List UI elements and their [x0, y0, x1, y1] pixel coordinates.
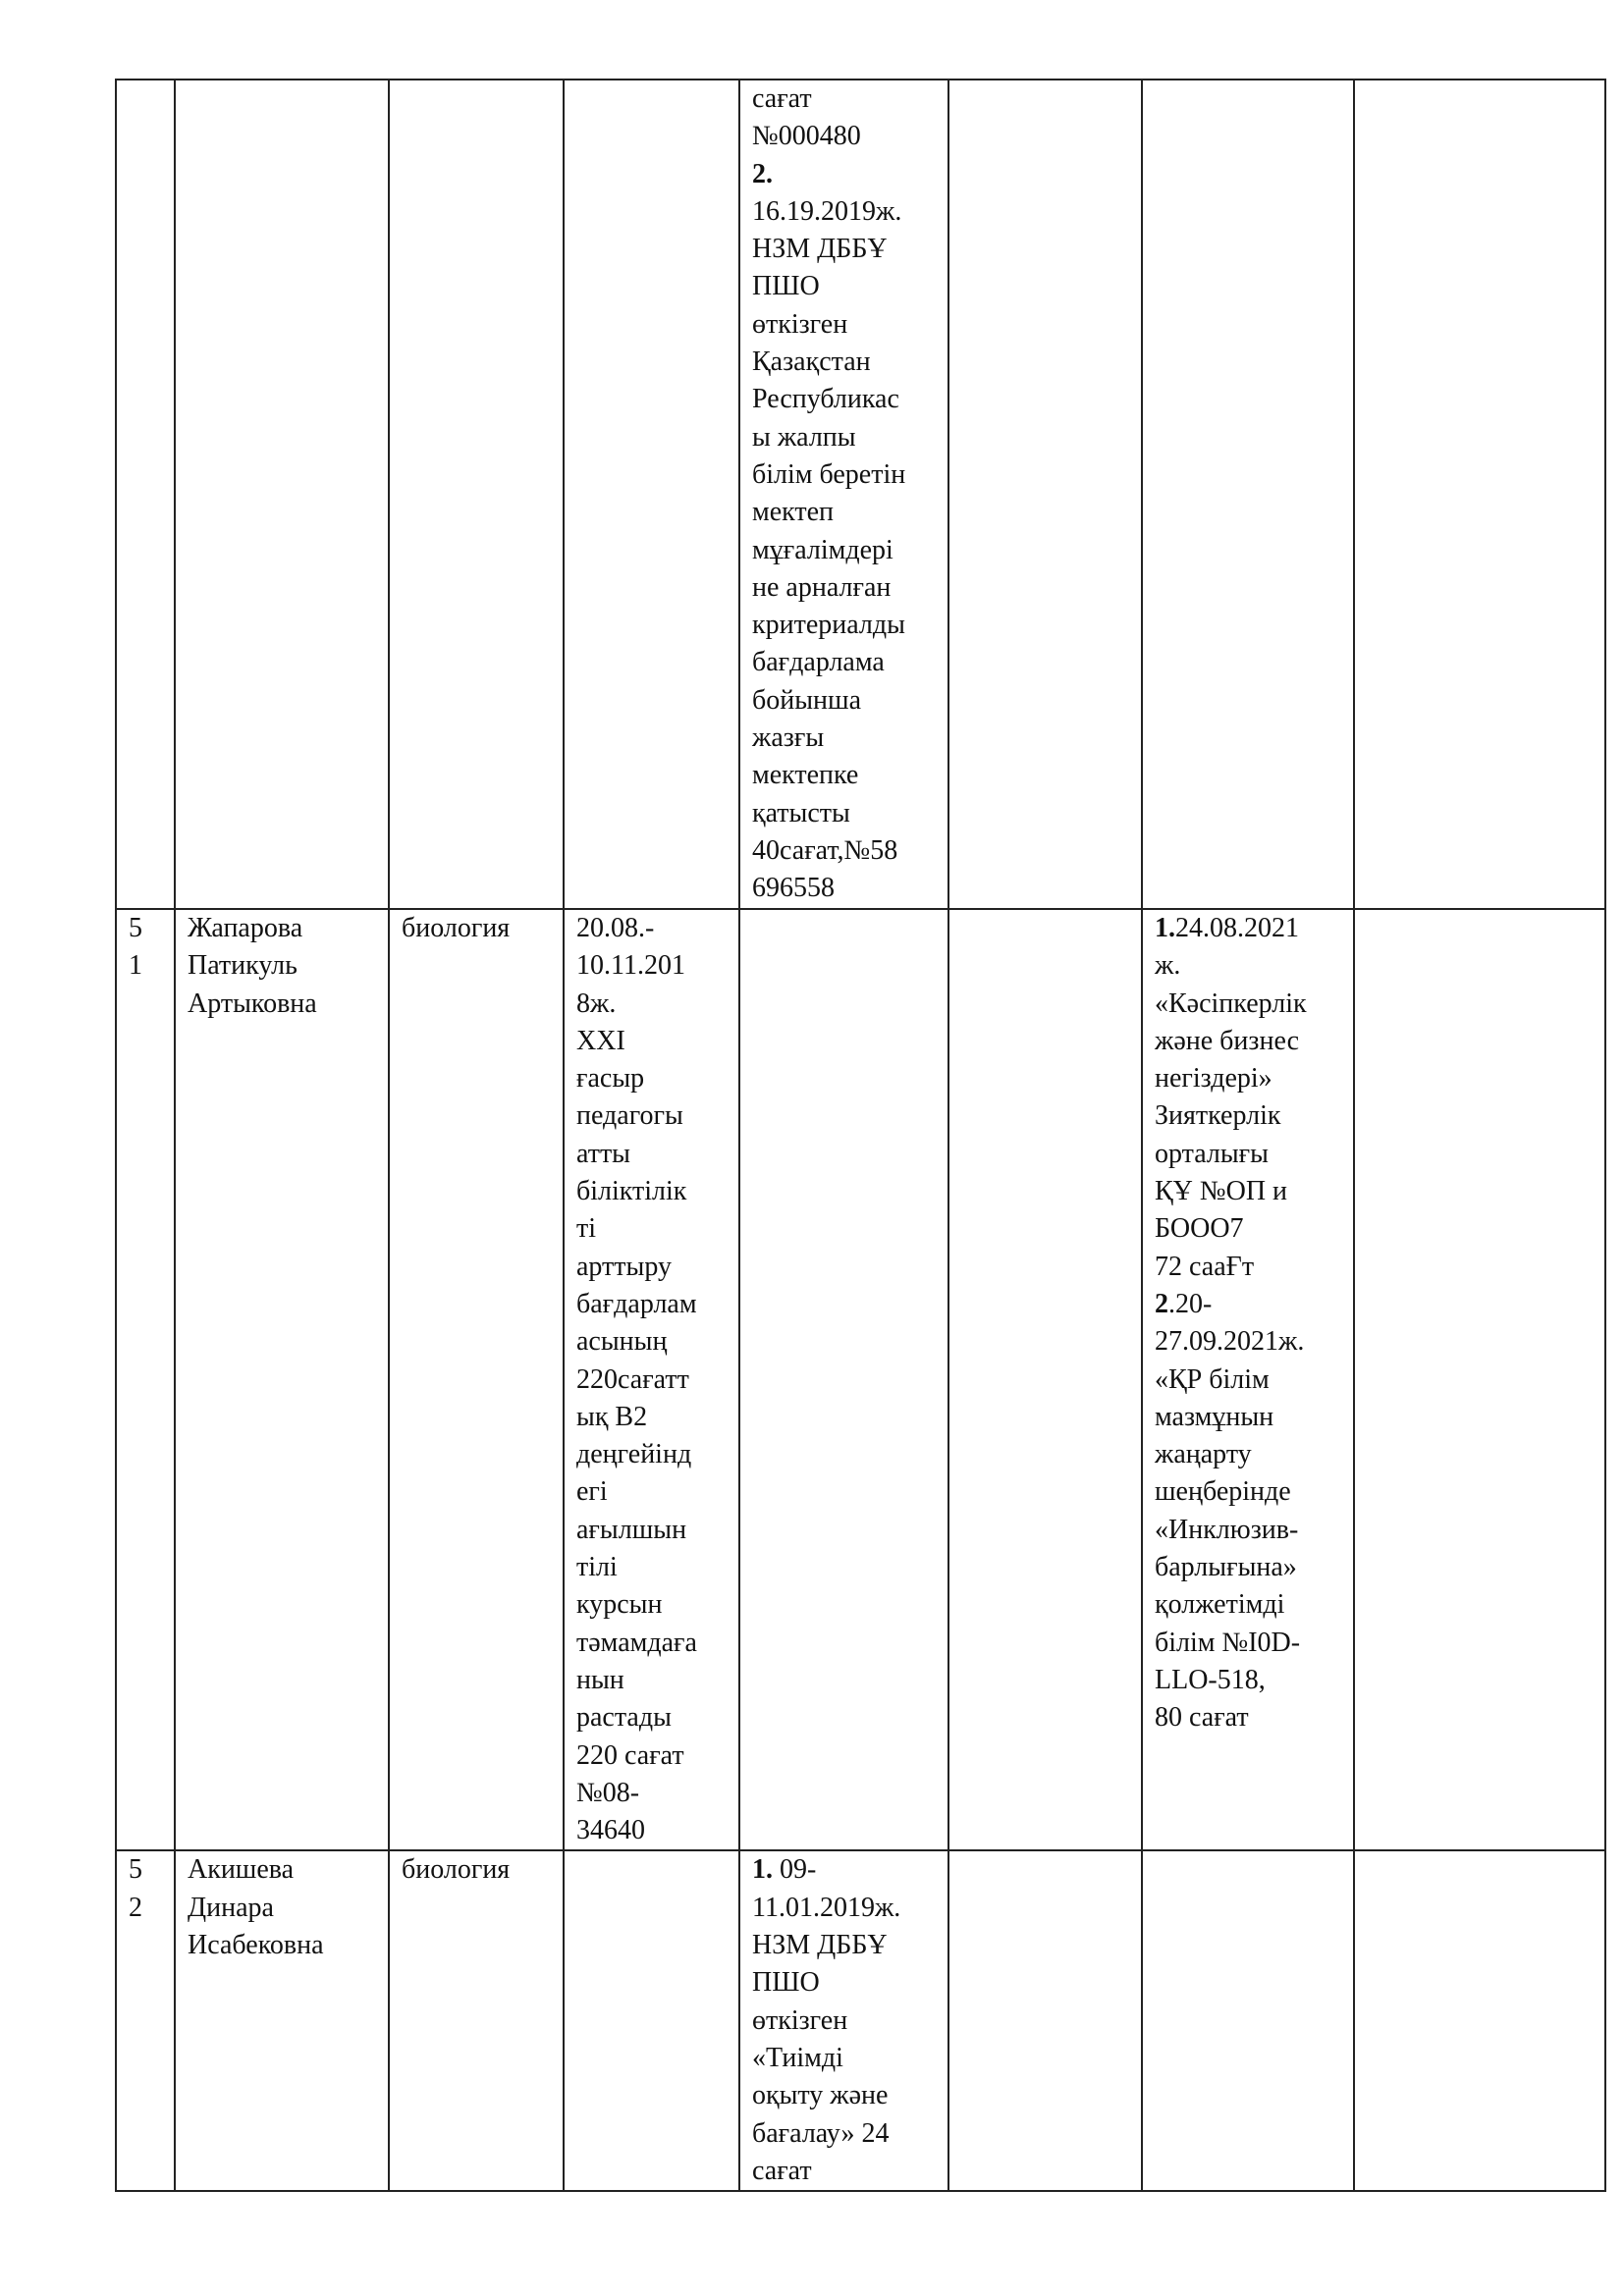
cell-text-line [1155, 1362, 1345, 1399]
cell-text-line [752, 419, 940, 456]
item-text: Зияткерлік [1155, 1100, 1281, 1132]
item-text: барлығына» [1155, 1552, 1297, 1583]
cell-text-line [752, 607, 940, 644]
cell-text-line [752, 1964, 940, 2002]
item-text: Республикас [752, 384, 899, 415]
cell-text-line: 10.11.201 [576, 950, 685, 982]
item-text: «Инклюзив- [1155, 1514, 1299, 1545]
cell-text-line: 220сағатт [576, 1363, 689, 1395]
course-cell-4 [1142, 80, 1354, 909]
table-row [116, 1850, 1605, 2191]
item-number: 2. [752, 158, 773, 189]
cell-text-line: Жапарова [188, 913, 303, 943]
item-text: ПШО [752, 271, 820, 302]
cell-text-line [1155, 1625, 1345, 1662]
cell-text-line: №08- [576, 1777, 640, 1808]
cell-text-line [1155, 1136, 1345, 1173]
staff-qualification-table [115, 79, 1606, 2192]
item-text: қолжетімді [1155, 1589, 1285, 1621]
cell-text-line [752, 532, 940, 569]
cell-text-line [752, 193, 940, 231]
item-text: жазғы [752, 722, 825, 754]
cell-text-line [1155, 1023, 1345, 1060]
cell-text-line: нын [576, 1664, 624, 1695]
cell-text-line: атты [576, 1138, 630, 1169]
cell-text-line: педагогы [576, 1100, 683, 1132]
cell-text-line: бағдарлам [576, 1288, 697, 1319]
cell-text-line: 5 [129, 913, 142, 943]
cell-text-line: тілі [576, 1552, 618, 1583]
cell-text-line: Исабековна [188, 1930, 324, 1961]
item-text: 72 сааҒт [1155, 1251, 1255, 1282]
item-text: 09- [773, 1854, 817, 1886]
item-text: сағат [752, 2155, 812, 2186]
cell-text-line [1155, 1060, 1345, 1097]
item-text: жаңарту [1155, 1439, 1252, 1470]
row-number-cell [116, 909, 175, 1850]
course-cell-1 [564, 1850, 739, 2191]
course-cell-1 [564, 909, 739, 1850]
item-text: бойынша [752, 684, 862, 716]
item-text: 40сағат,№58 [752, 834, 898, 866]
cell-text-line [752, 1890, 940, 1927]
item-number: 2 [1155, 1288, 1168, 1319]
item-text: білім беретін [752, 458, 906, 490]
cell-text-line: біліктілік [576, 1176, 687, 1207]
cell-text-line [752, 1851, 940, 1889]
item-text: білім №I0D- [1155, 1627, 1301, 1658]
cell-text-line [752, 344, 940, 381]
table-body [116, 80, 1605, 2191]
cell-text-line [752, 1927, 940, 1964]
cell-text-line [752, 306, 940, 344]
item-text: мектепке [752, 760, 859, 791]
cell-text-line: биология [402, 1854, 511, 1886]
cell-text-line: Артыковна [188, 988, 317, 1019]
cell-text-line [752, 2153, 940, 2190]
item-text: ы жалпы [752, 421, 856, 453]
item-text: ПШО [752, 1967, 820, 1999]
cell-text-line: биология [402, 913, 511, 943]
cell-text-line [752, 456, 940, 494]
cell-text-line [1155, 1097, 1345, 1135]
item-text: мұғалімдері [752, 534, 893, 565]
cell-text-line: тәмамдаға [576, 1627, 697, 1658]
cell-text-line [752, 2002, 940, 2040]
item-text: 80 сағат [1155, 1702, 1249, 1734]
cell-text-line [1155, 1662, 1345, 1699]
cell-text-line: Акишева [188, 1854, 295, 1886]
item-text: ҚҰ №ОП и [1155, 1176, 1288, 1207]
cell-text-line [1155, 1512, 1345, 1549]
item-text: ж. [1155, 950, 1181, 982]
cell-text-line [1155, 947, 1345, 985]
cell-text-line: асының [576, 1326, 668, 1358]
cell-text-line [752, 682, 940, 720]
item-text: өткізген [752, 2004, 848, 2036]
course-cell-2 [739, 909, 948, 1850]
cell-text-line [752, 644, 940, 681]
item-text: мазмұнын [1155, 1401, 1274, 1432]
item-text: сағат [752, 83, 812, 114]
course-cell-2 [739, 80, 948, 909]
item-text: 27.09.2021ж. [1155, 1326, 1305, 1358]
cell-text-line [1155, 1286, 1345, 1323]
cell-text-line: 220 сағат [576, 1739, 684, 1771]
table-row [116, 80, 1605, 909]
cell-text-line [752, 2040, 940, 2077]
course-cell-3 [948, 80, 1142, 909]
cell-text-line [752, 118, 940, 155]
item-text: бағалау» 24 [752, 2117, 890, 2149]
cell-text-line: 2 [129, 1892, 142, 1923]
item-text: «ҚР білім [1155, 1363, 1270, 1395]
item-text: НЗМ ДББҰ [752, 234, 888, 265]
cell-text-line: курсын [576, 1589, 663, 1621]
item-text: 24.08.2021 [1175, 913, 1299, 943]
cell-text-line: 1 [129, 950, 142, 982]
cell-text-line [1155, 1549, 1345, 1586]
cell-text-line: Патикуль [188, 950, 298, 982]
cell-text-line [752, 757, 940, 794]
cell-text-line [1155, 1699, 1345, 1736]
item-text: не арналған [752, 571, 892, 603]
cell-text-line: растады [576, 1702, 672, 1734]
cell-text-line [1155, 1249, 1345, 1286]
item-text: БООО7 [1155, 1213, 1244, 1245]
item-text: .20- [1168, 1288, 1213, 1319]
item-text: орталығы [1155, 1138, 1269, 1169]
cell-text-line [1155, 986, 1345, 1023]
cell-text-line [752, 2115, 940, 2153]
notes-cell [1354, 909, 1605, 1850]
table-row [116, 909, 1605, 1850]
teacher-name-cell [175, 80, 389, 909]
item-number: 1. [752, 1854, 773, 1886]
subject-cell [389, 80, 564, 909]
cell-text-line [1155, 910, 1345, 947]
item-text: LLO-518, [1155, 1664, 1266, 1695]
cell-text-line: арттыру [576, 1251, 672, 1282]
item-text: 11.01.2019ж. [752, 1892, 901, 1923]
item-text: №000480 [752, 121, 861, 152]
cell-text-line: ті [576, 1213, 597, 1245]
item-number: 1. [1155, 913, 1175, 943]
cell-text-line [752, 268, 940, 305]
cell-text-line [752, 231, 940, 268]
cell-text-line [1155, 1436, 1345, 1473]
item-text: қатысты [752, 797, 850, 828]
item-text: Қазақстан [752, 347, 871, 378]
course-cell-1 [564, 80, 739, 909]
subject-cell [389, 1850, 564, 2191]
cell-text-line: 34640 [576, 1815, 645, 1846]
item-text: және бизнес [1155, 1025, 1300, 1056]
cell-text-line: ағылшын [576, 1514, 687, 1545]
cell-text-line [1155, 1399, 1345, 1436]
cell-text-line [1155, 1173, 1345, 1210]
item-text: 16.19.2019ж. [752, 195, 902, 227]
item-text: «Тиімді [752, 2042, 843, 2073]
item-text: оқыту және [752, 2080, 889, 2111]
cell-text-line [752, 2077, 940, 2114]
cell-text-line: деңгейінд [576, 1439, 692, 1470]
notes-cell [1354, 1850, 1605, 2191]
cell-text-line [752, 494, 940, 531]
cell-text-line [752, 795, 940, 832]
item-text: бағдарлама [752, 647, 885, 678]
notes-cell [1354, 80, 1605, 909]
course-cell-2 [739, 1850, 948, 2191]
item-text: «Кәсіпкерлік [1155, 988, 1307, 1019]
cell-text-line: ғасыр [576, 1063, 645, 1095]
row-number-cell [116, 80, 175, 909]
subject-cell [389, 909, 564, 1850]
item-text: өткізген [752, 308, 848, 340]
teacher-name-cell [175, 909, 389, 1850]
course-cell-3 [948, 1850, 1142, 2191]
cell-text-line: XXI [576, 1025, 625, 1056]
cell-text-line [752, 80, 940, 118]
cell-text-line [1155, 1210, 1345, 1248]
course-cell-4 [1142, 1850, 1354, 2191]
row-number-cell [116, 1850, 175, 2191]
cell-text-line [752, 870, 940, 907]
cell-text-line [1155, 1473, 1345, 1511]
teacher-name-cell [175, 1850, 389, 2191]
item-text: критериалды [752, 610, 905, 641]
cell-text-line: егі [576, 1476, 608, 1508]
cell-text-line [1155, 1323, 1345, 1361]
cell-text-line: 5 [129, 1854, 142, 1886]
item-text: шеңберінде [1155, 1476, 1291, 1508]
cell-text-line: Динара [188, 1892, 274, 1923]
cell-text-line [752, 569, 940, 607]
cell-text-line: 20.08.- [576, 913, 655, 943]
course-cell-4 [1142, 909, 1354, 1850]
item-text: 696558 [752, 873, 835, 904]
cell-text-line [752, 381, 940, 418]
cell-text-line [752, 720, 940, 757]
item-text: мектеп [752, 497, 835, 528]
cell-text-line: ық B2 [576, 1401, 648, 1432]
item-text: негіздері» [1155, 1063, 1272, 1095]
cell-text-line [752, 832, 940, 870]
item-text: НЗМ ДББҰ [752, 1930, 888, 1961]
course-cell-3 [948, 909, 1142, 1850]
cell-text-line [752, 156, 940, 193]
cell-text-line: 8ж. [576, 988, 617, 1019]
cell-text-line [1155, 1586, 1345, 1624]
